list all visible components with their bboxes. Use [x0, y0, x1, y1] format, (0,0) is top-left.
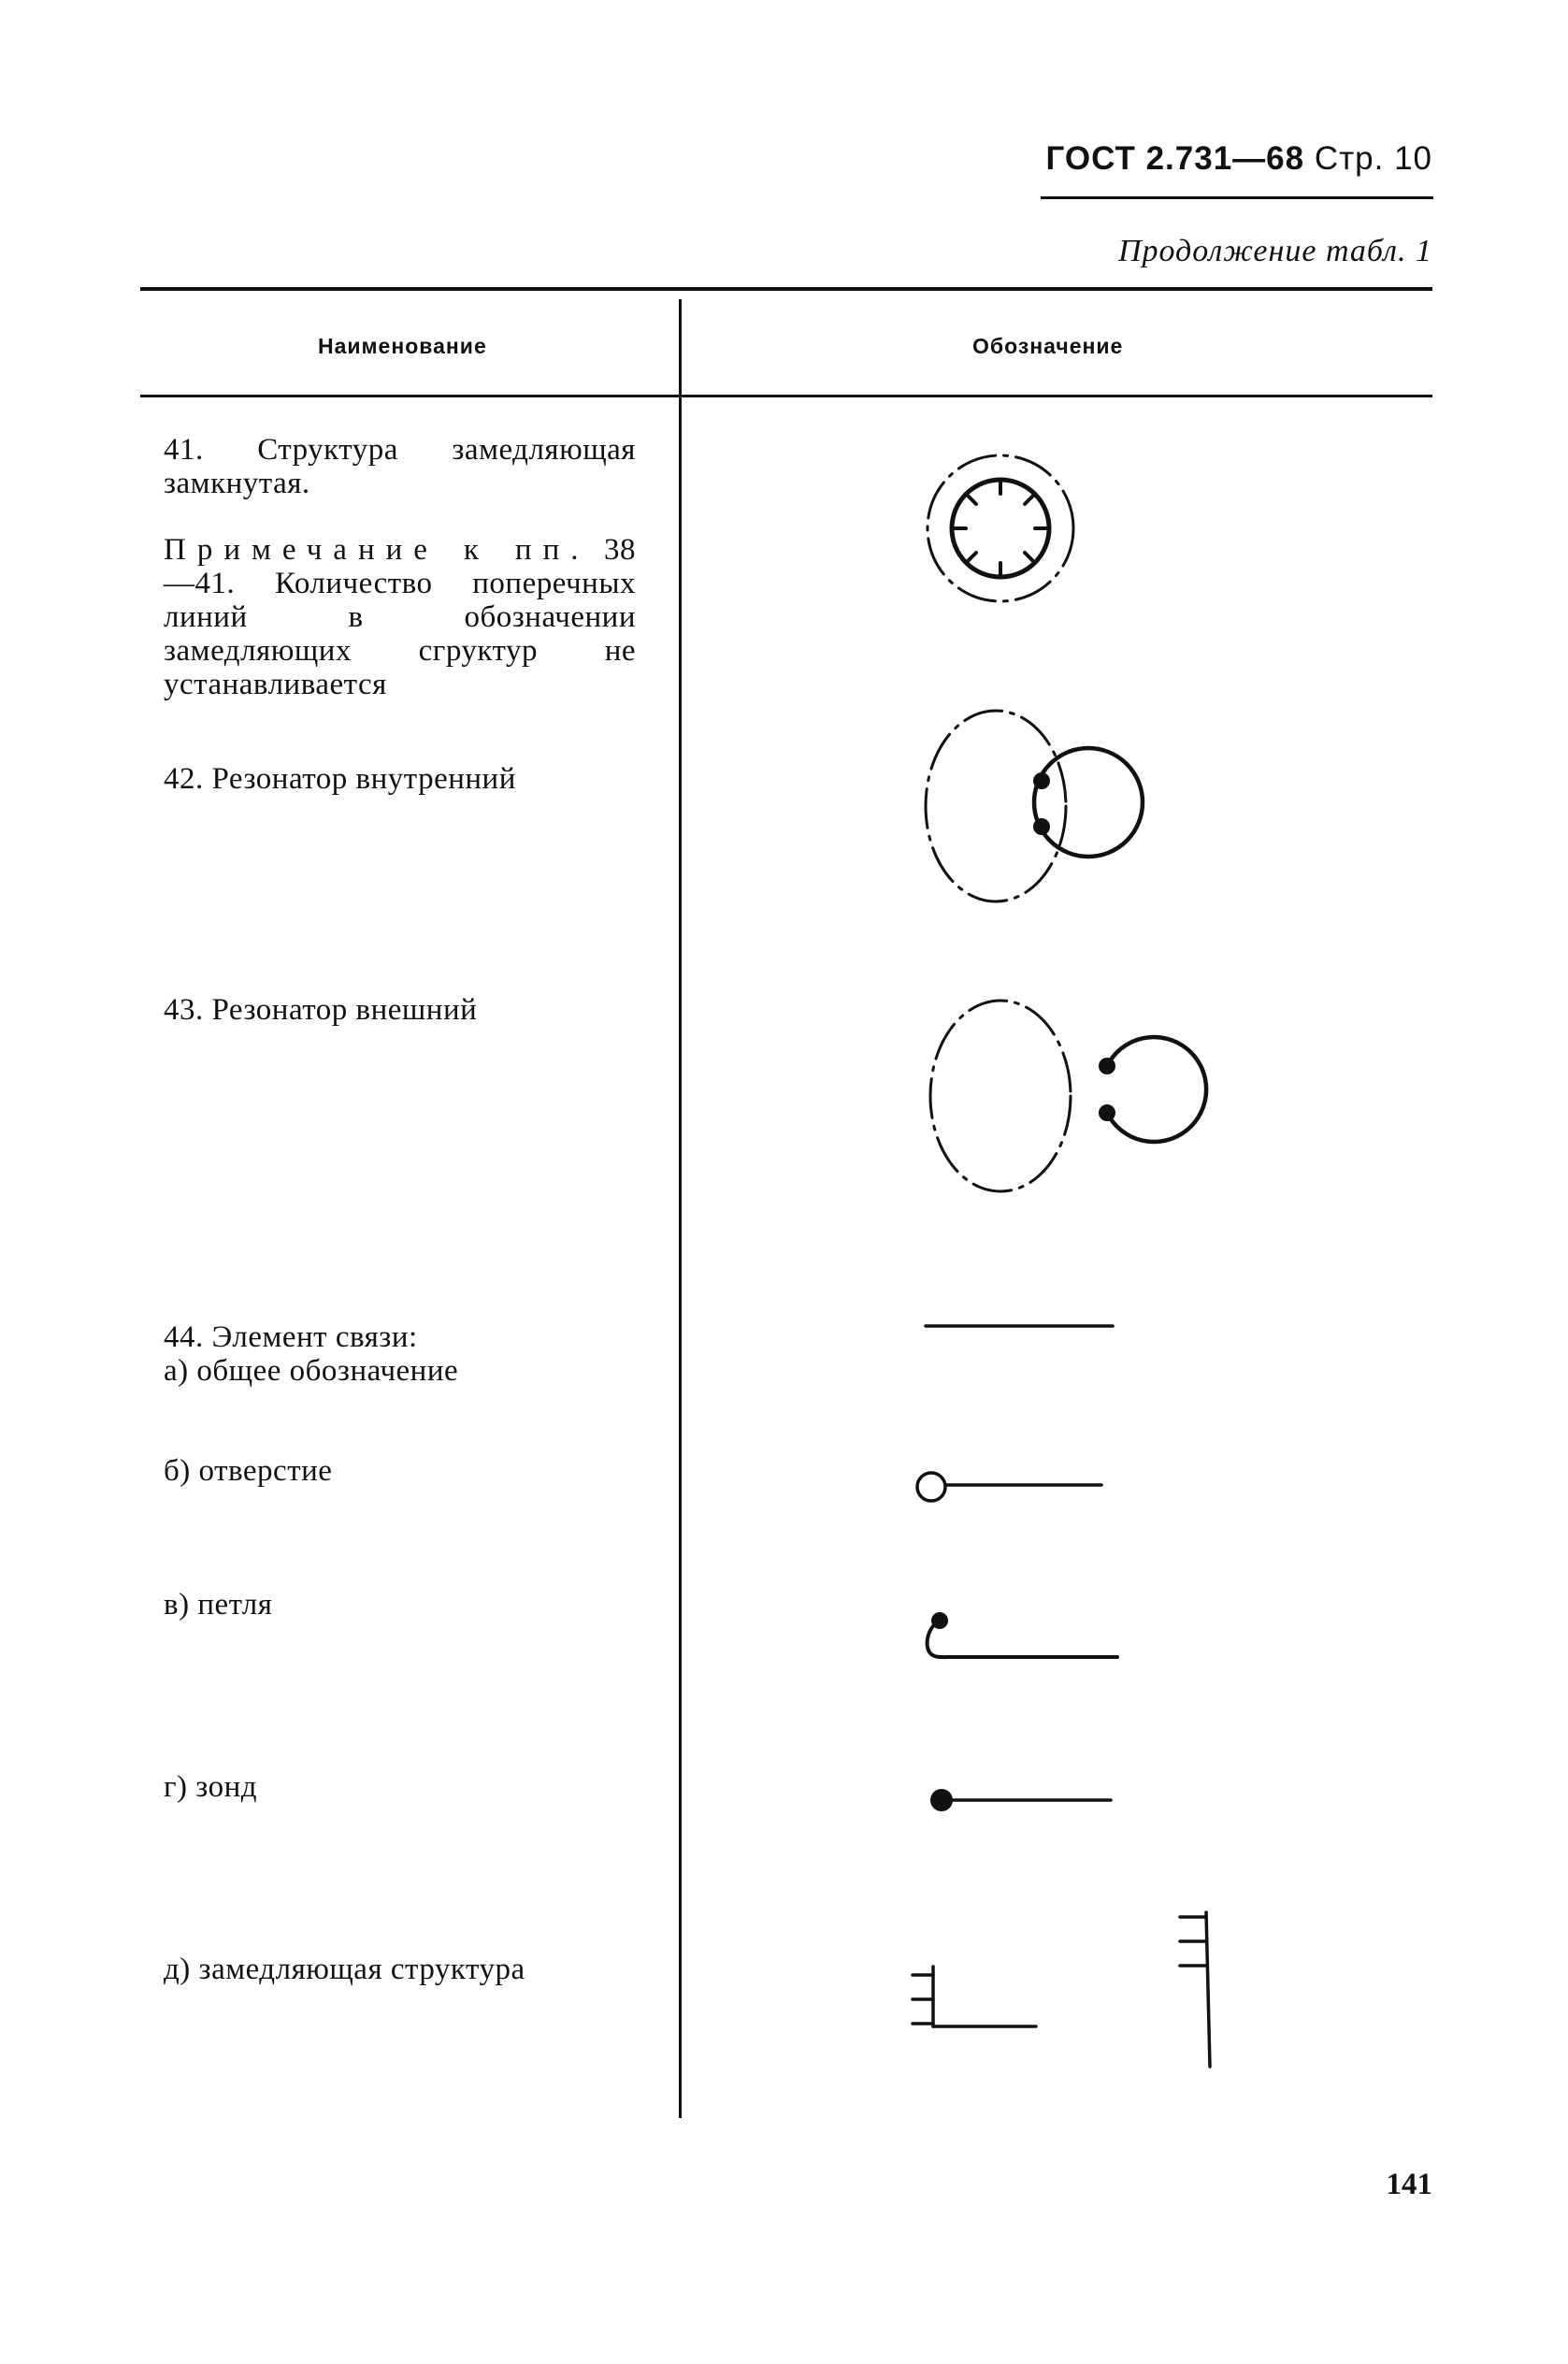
column-header-name: Наименование	[318, 334, 487, 358]
page-label: Стр. 10	[1314, 140, 1432, 177]
item-43-text: 43. Резонатор внешний	[164, 993, 478, 1027]
coupling-aperture-icon	[917, 1473, 1101, 1501]
external-resonator-icon	[930, 1001, 1206, 1191]
coupling-slow-wave-icon	[913, 1912, 1210, 2067]
item-44d-text: д) замедляющая структура	[164, 1953, 525, 1986]
item-44b-text: б) отверстие	[164, 1454, 333, 1488]
coupling-probe-icon	[930, 1789, 1111, 1811]
coupling-loop-icon	[928, 1612, 1117, 1657]
page-number: 141	[1386, 2168, 1432, 2201]
item-44-text: 44. Элемент связи:	[164, 1320, 418, 1354]
item-44v-text: в) петля	[164, 1588, 273, 1622]
item-44a-text: а) общее обозначение	[164, 1354, 459, 1388]
column-header-symbol: Обозначение	[972, 334, 1124, 358]
internal-resonator-icon	[926, 711, 1143, 901]
item-41-text: 41. Структура замедляющая замкнутая.	[164, 433, 636, 500]
continuation-label: Продолжение табл. 1	[1117, 234, 1432, 268]
closed-slow-wave-structure-icon	[928, 455, 1073, 601]
item-42-text: 42. Резонатор внутренний	[164, 762, 516, 796]
note-text: 38—41. Количество поперечных линий в обозначении замедляющих сгруктур не устанавливается	[164, 533, 637, 701]
item-44g-text: г) зонд	[164, 1770, 258, 1804]
standard-number: ГОСТ 2.731—68	[1045, 140, 1305, 177]
note-title: Примечание к пп.	[164, 533, 590, 567]
